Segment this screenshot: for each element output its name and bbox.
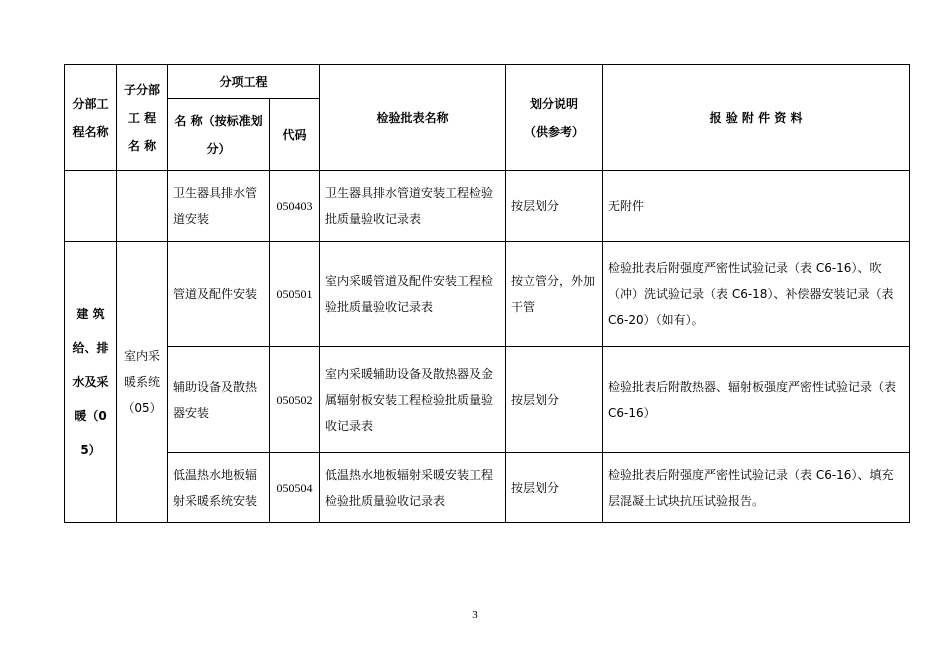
item-code: 050504 (270, 453, 320, 523)
division-note: 按层划分 (506, 347, 603, 453)
header-item-code: 代码 (270, 99, 320, 171)
inspection-table-name: 室内采暖管道及配件安装工程检验批质量验收记录表 (320, 242, 506, 347)
table-row (65, 347, 910, 453)
division-note: 按层划分 (506, 453, 603, 523)
table-row (65, 242, 910, 347)
inspection-table (64, 64, 910, 523)
attachments: 检验批表后附强度严密性试验记录（表 C6-16）、填充层混凝土试块抗压试验报告。 (603, 453, 910, 523)
subdivision-name: 室内采暖系统（05） (117, 242, 168, 523)
header-subdivision: 子分部工 程 名 称 (117, 65, 168, 171)
table-row (65, 171, 910, 242)
table-row (65, 453, 910, 523)
header-attachments: 报 验 附 件 资 料 (603, 65, 910, 171)
page-number: 3 (472, 609, 478, 621)
inspection-table-name: 卫生器具排水管道安装工程检验批质量验收记录表 (320, 171, 506, 242)
item-name: 辅助设备及散热器安装 (168, 347, 270, 453)
attachments: 检验批表后附散热器、辐射板强度严密性试验记录（表 C6-16） (603, 347, 910, 453)
header-division: 分部工程名称 (65, 65, 117, 171)
header-item-name: 名 称（按标准划分） (168, 99, 270, 171)
attachments: 检验批表后附强度严密性试验记录（表 C6-16）、吹（冲）洗试验记录（表 C6-18）、补偿器安装记录（表 C6-20）（如有）。 (603, 242, 910, 347)
item-code: 050403 (270, 171, 320, 242)
division-note: 按层划分 (506, 171, 603, 242)
item-code: 050502 (270, 347, 320, 453)
header-division-note (506, 65, 603, 171)
item-name: 卫生器具排水管道安装 (168, 171, 270, 242)
header-item-group: 分项工程 (168, 65, 320, 99)
division-note: 按立管分，外加干管 (506, 242, 603, 347)
header-note-line2: （供参考） (524, 124, 585, 139)
inspection-table-name: 室内采暖辅助设备及散热器及金属辐射板安装工程检验批质量验收记录表 (320, 347, 506, 453)
item-name: 低温热水地板辐射采暖系统安装 (168, 453, 270, 523)
header-note-line1: 划分说明 (530, 96, 579, 111)
header-inspection-table-name: 检验批表名称 (320, 65, 506, 171)
item-name: 管道及配件安装 (168, 242, 270, 347)
division-name: 建 筑 给、排水及采暖（05） (65, 242, 117, 523)
subdivision-cell-empty (117, 171, 168, 242)
attachments: 无附件 (603, 171, 910, 242)
item-code: 050501 (270, 242, 320, 347)
inspection-table-name: 低温热水地板辐射采暖安装工程检验批质量验收记录表 (320, 453, 506, 523)
division-cell-empty (65, 171, 117, 242)
